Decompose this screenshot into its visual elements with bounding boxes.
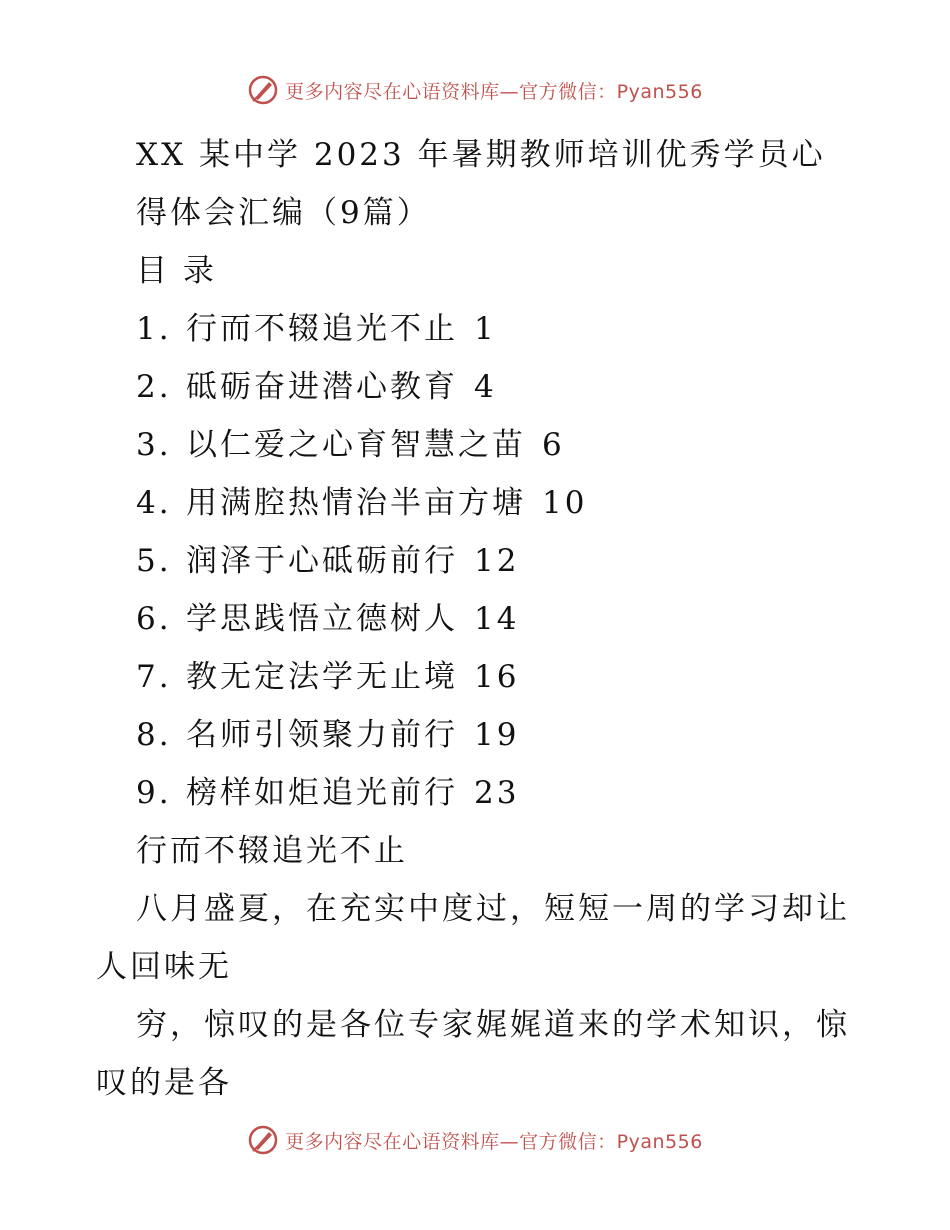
quill-logo-icon (247, 1124, 279, 1156)
banner-text: 更多内容尽在心语资料库—官方微信：Pyan556 (285, 80, 703, 103)
toc-page: 6 (542, 427, 565, 463)
doc-title-line-1: XX 某中学 2023 年暑期教师培训优秀学员心 (136, 137, 826, 173)
toc-number: 7. (136, 659, 172, 695)
toc-item[interactable] (96, 590, 856, 648)
toc-title: 行而不辍追光不止 (186, 311, 458, 347)
toc-item[interactable] (96, 648, 856, 706)
document-body (96, 126, 856, 1112)
toc-title: 以仁爱之心育智慧之苗 (186, 427, 526, 463)
toc-number: 1. (136, 311, 172, 347)
toc-item[interactable] (96, 416, 856, 474)
paragraph-1 (96, 880, 856, 996)
header-banner (0, 70, 950, 110)
footer-banner (0, 1120, 950, 1160)
toc-page: 23 (474, 775, 520, 811)
toc-title: 名师引领聚力前行 (186, 717, 458, 753)
toc-item[interactable] (96, 300, 856, 358)
toc-item[interactable] (96, 358, 856, 416)
toc-number: 8. (136, 717, 172, 753)
toc-page: 10 (542, 485, 588, 521)
toc-item[interactable] (96, 764, 856, 822)
toc-title: 学思践悟立德树人 (186, 601, 458, 637)
toc-page: 14 (474, 601, 520, 637)
section-heading: 行而不辍追光不止 (136, 833, 408, 869)
toc-page: 4 (474, 369, 497, 405)
toc-item[interactable] (96, 706, 856, 764)
toc-title: 教无定法学无止境 (186, 659, 458, 695)
paragraph-line: 人回味无 (96, 949, 232, 985)
toc-title: 榜样如炬追光前行 (186, 775, 458, 811)
toc-page: 19 (474, 717, 520, 753)
paragraph-line: 叹的是各 (96, 1065, 232, 1101)
toc-page: 16 (474, 659, 520, 695)
toc-number: 6. (136, 601, 172, 637)
toc-number: 5. (136, 543, 172, 579)
toc-heading: 目 录 (136, 253, 217, 289)
toc-number: 9. (136, 775, 172, 811)
quill-logo-icon (247, 74, 279, 106)
paragraph-line: 八月盛夏，在充实中度过，短短一周的学习却让 (136, 891, 850, 927)
toc-number: 4. (136, 485, 172, 521)
table-of-contents (96, 300, 856, 822)
toc-number: 3. (136, 427, 172, 463)
toc-title: 用满腔热情治半亩方塘 (186, 485, 526, 521)
paragraph-line: 穷，惊叹的是各位专家娓娓道来的学术知识，惊 (136, 1007, 850, 1043)
toc-number: 2. (136, 369, 172, 405)
paragraph-2 (96, 996, 856, 1112)
toc-item[interactable] (96, 474, 856, 532)
toc-item[interactable] (96, 532, 856, 590)
toc-page: 1 (474, 311, 497, 347)
banner-text: 更多内容尽在心语资料库—官方微信：Pyan556 (285, 1130, 703, 1153)
toc-title: 砥砺奋进潜心教育 (186, 369, 458, 405)
doc-title-line-2: 得体会汇编（9篇） (136, 195, 431, 231)
toc-page: 12 (474, 543, 520, 579)
toc-title: 润泽于心砥砺前行 (186, 543, 458, 579)
